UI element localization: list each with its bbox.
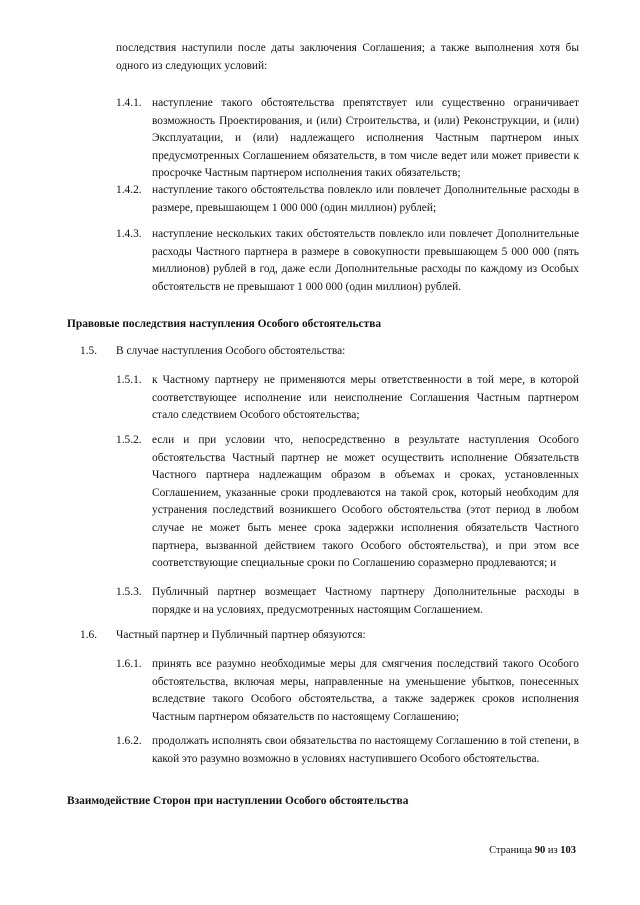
clause-text-1-4-1: наступление такого обстоятельства препятствует или существенно ограничивает возможность Проектирования, и (или) Строительства, и (или) Реконструкции, и (или) Эксплуатации, и (или) надлежащего исполнения Частным партнером иных предусмотренных Соглашением обязательств, в том числе ведет или может привести к просрочке Частным партнером исполнения таких обязательств; xyxy=(152,97,579,180)
clause-text-1-5-2: если и при условии что, непосредственно в результате наступления Особого обстоятельства Частный партнер не может осуществить исполнение Обязательств Частного партнера надлежащим образом в объемах и сроках, установленных Соглашением, указанные сроки продлеваются на такой срок, который необходим для устранения последствий возникшего Особого обстоятельства (этот период в любом случае не может быть менее срока задержки исполнения обязательств Частного партнера, вызванной действием такого Особого обстоятельства), и при этом все соответствующие специальные сроки по Соглашению соразмерно продлеваются; и xyxy=(152,434,579,570)
clause-number-1-6-1: 1.6.1. xyxy=(116,658,142,670)
intro-paragraph: последствия наступили после даты заключения Соглашения; а также выполнения хотя бы одного из следующих условий: xyxy=(116,42,579,72)
page-label: Страница xyxy=(489,845,533,856)
clause-text-1-6: Частный партнер и Публичный партнер обязуются: xyxy=(116,629,366,641)
page-total: 103 xyxy=(560,845,576,856)
clause-text-1-4-2: наступление такого обстоятельства повлекло или повлечет Дополнительные расходы в размере, превышающем 1 000 000 (один миллион) рублей; xyxy=(152,184,579,214)
page-of-label: из xyxy=(547,845,558,856)
clause-text-1-6-2: продолжать исполнять свои обязательства по настоящему Соглашению в той степени, в какой это разумно возможно в условиях наступившего Особого обстоятельства. xyxy=(152,735,579,765)
clause-number-1-4-3: 1.4.3. xyxy=(116,228,142,240)
clause-number-1-5-2: 1.5.2. xyxy=(116,434,142,446)
clause-number-1-5-3: 1.5.3. xyxy=(116,586,142,598)
clause-number-1-6-2: 1.6.2. xyxy=(116,735,142,747)
page-number: 90 xyxy=(534,845,546,856)
section-heading-legal-consequences: Правовые последствия наступления Особого обстоятельства xyxy=(67,318,382,330)
clause-number-1-4-1: 1.4.1. xyxy=(116,97,142,109)
section-heading-interaction: Взаимодействие Сторон при наступлении Особого обстоятельства xyxy=(67,795,409,807)
clause-text-1-6-1: принять все разумно необходимые меры для смягчения последствий такого Особого обстоятельства, включая меры, направленные на уменьшение убытков, понесенных вследствие такого Особого обстоятельства, а также задержек сроков исполнения Частным партнером обязательств по настоящему Соглашению; xyxy=(152,658,579,723)
page-footer xyxy=(489,842,576,860)
clause-number-1-5-1: 1.5.1. xyxy=(116,374,142,386)
clause-text-1-4-3: наступление нескольких таких обстоятельств повлекло или повлечет Дополнительные расходы Частного партнера в размере в совокупности превышающем 5 000 000 (пять миллионов) рублей в год, даже если Дополнительные расходы по каждому из Особых обстоятельств не превышают 1 000 000 (один миллион) рублей. xyxy=(152,228,579,293)
clause-text-1-5-3: Публичный партнер возмещает Частному партнеру Дополнительные расходы в порядке и на условиях, предусмотренных настоящим Соглашением. xyxy=(152,586,579,616)
clause-number-1-5: 1.5. xyxy=(80,345,98,357)
clause-text-1-5-1: к Частному партнеру не применяются меры ответственности в той мере, в которой соответствующее исполнение или неисполнение Соглашения Частным партнером стало следствием Особого обстоятельства; xyxy=(152,374,579,422)
clause-text-1-5: В случае наступления Особого обстоятельства: xyxy=(116,345,346,357)
clause-number-1-4-2: 1.4.2. xyxy=(116,184,142,196)
clause-number-1-6: 1.6. xyxy=(80,629,98,641)
